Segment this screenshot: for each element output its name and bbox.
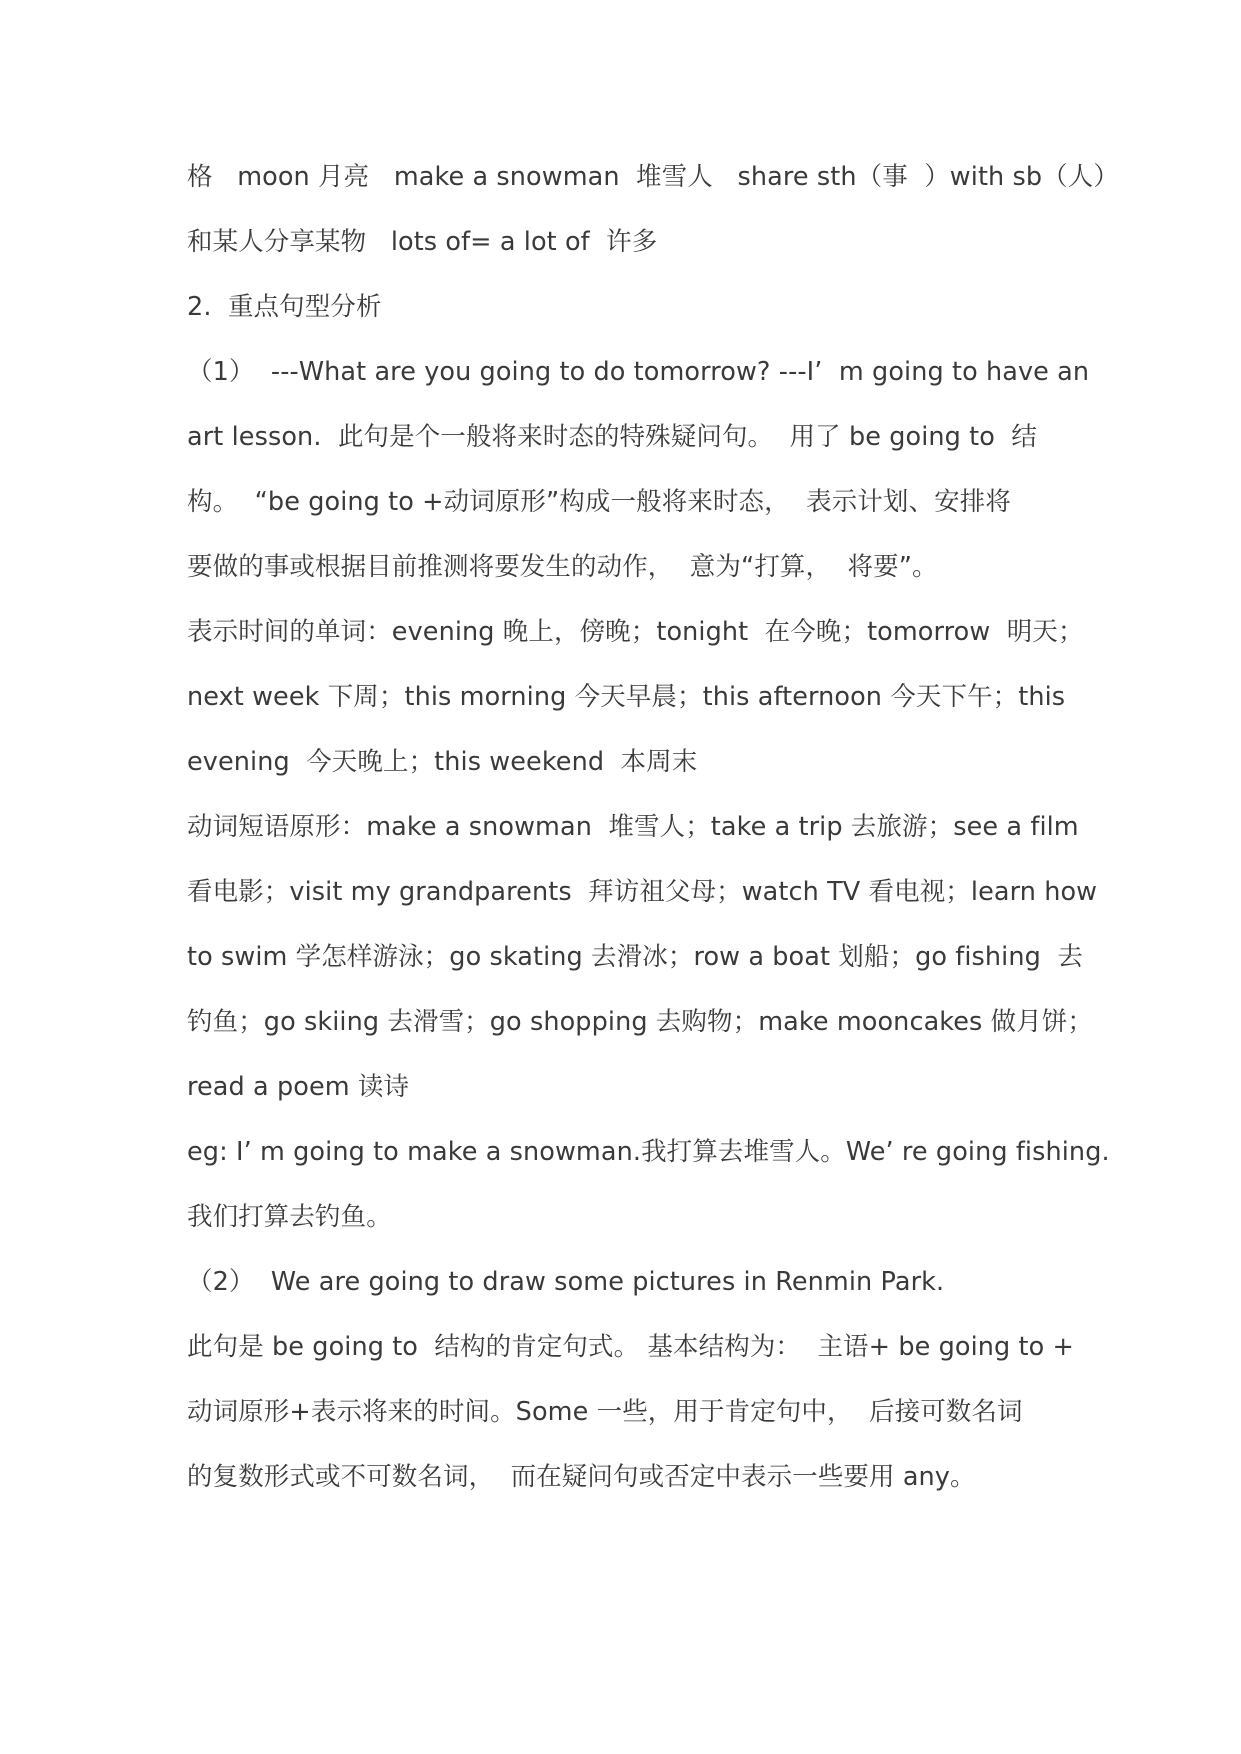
- text-line-time-words-1: 表示时间的单词：evening 晚上，傍晚；tonight 在今晚；tomorrow 明天；: [187, 617, 1084, 647]
- document-body: [187, 156, 1119, 1521]
- text-line-vocabulary-1: 格 moon 月亮 make a snowman 堆雪人 share sth（事 ）with sb（人）: [187, 162, 1119, 192]
- text-line-time-words-2: next week 下周；this morning 今天早晨；this afternoon 今天下午；this: [187, 682, 1066, 712]
- text-line-vocabulary-2: 和某人分享某物 lots of= a lot of 许多: [187, 227, 658, 257]
- text-line-verb-phrases-4: 钓鱼；go skiing 去滑雪；go shopping 去购物；make mooncakes 做月饼；: [187, 1007, 1094, 1037]
- text-line-point-1-explanation-1: art lesson. 此句是个一般将来时态的特殊疑问句。 用了 be going to 结: [187, 422, 1037, 452]
- text-line-point-1-explanation-2: 构。 “be going to +动词原形”构成一般将来时态， 表示计划、安排将: [187, 487, 1011, 517]
- text-line-point-2-explanation-1: 此句是 be going to 结构的肯定句式。 基本结构为： 主语+ be going to +: [187, 1332, 1074, 1362]
- text-line-time-words-3: evening 今天晚上；this weekend 本周末: [187, 747, 698, 777]
- text-line-point-1-question: （1） ---What are you going to do tomorrow? ---I’ m going to have an: [187, 357, 1090, 387]
- text-line-point-2-explanation-2: 动词原形+表示将来的时间。Some 一些，用于肯定句中， 后接可数名词: [187, 1397, 1023, 1427]
- text-line-example-1: eg: I’ m going to make a snowman.我打算去堆雪人。We’ re going fishing.: [187, 1137, 1110, 1167]
- text-line-point-2-sentence: （2） We are going to draw some pictures in Renmin Park.: [187, 1267, 945, 1297]
- text-line-verb-phrases-3: to swim 学怎样游泳；go skating 去滑冰；row a boat 划船；go fishing 去: [187, 942, 1083, 972]
- text-line-verb-phrases-1: 动词短语原形：make a snowman 堆雪人；take a trip 去旅游；see a film: [187, 812, 1079, 842]
- text-line-point-1-explanation-3: 要做的事或根据目前推测将要发生的动作， 意为“打算， 将要”。: [187, 552, 938, 582]
- text-line-point-2-explanation-3: 的复数形式或不可数名词， 而在疑问句或否定中表示一些要用 any。: [187, 1462, 976, 1492]
- section-heading-sentence-analysis: 2. 重点句型分析: [187, 292, 382, 322]
- text-line-verb-phrases-5: read a poem 读诗: [187, 1072, 410, 1102]
- text-line-verb-phrases-2: 看电影；visit my grandparents 拜访祖父母；watch TV 看电视；learn how: [187, 877, 1098, 907]
- text-line-example-2: 我们打算去钓鱼。: [187, 1202, 392, 1232]
